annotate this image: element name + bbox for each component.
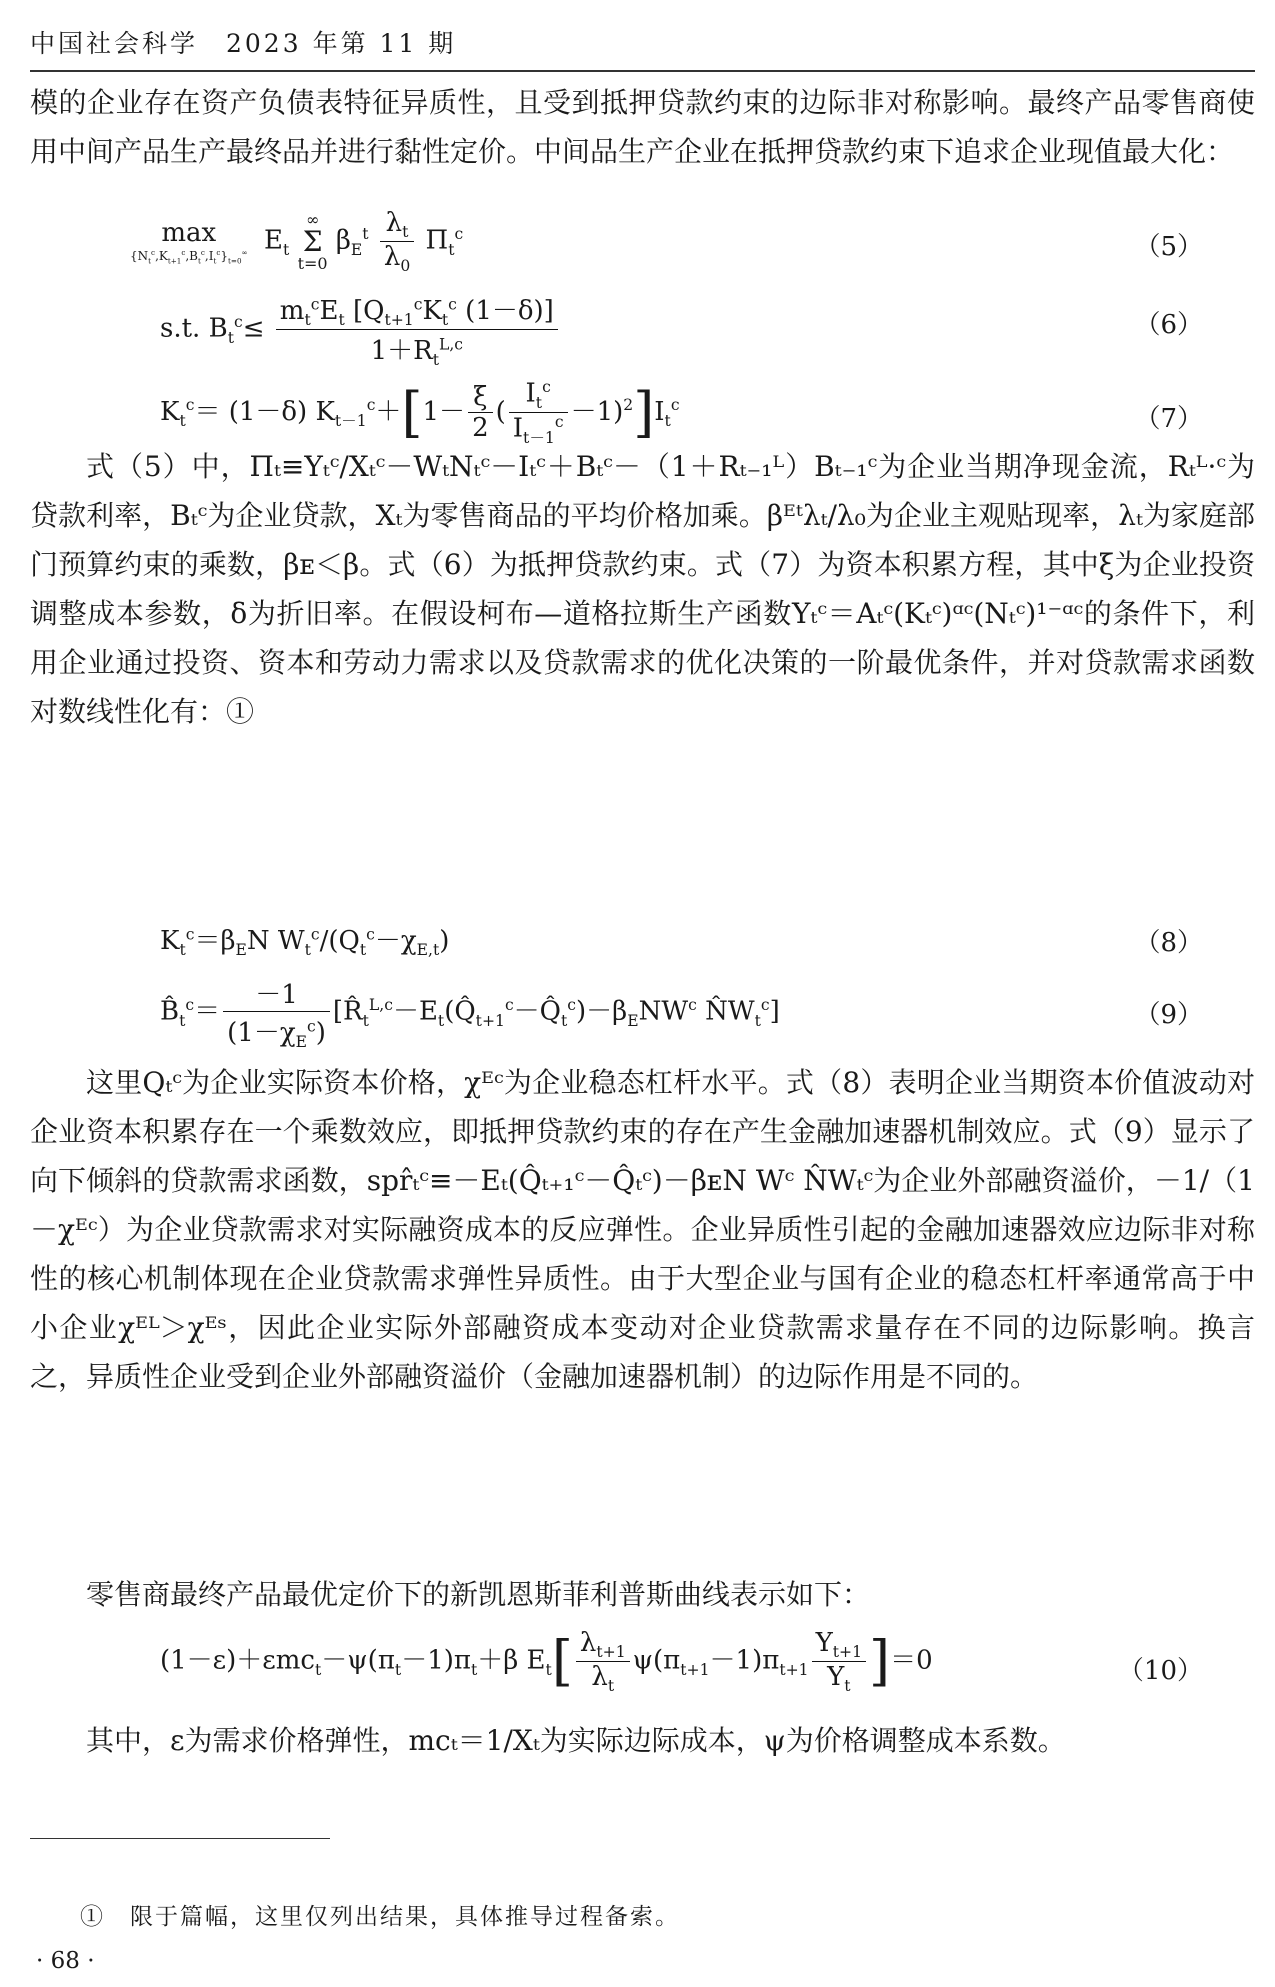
- footnote: ① 限于篇幅，这里仅列出结果，具体推导过程备索。: [80, 1904, 680, 1930]
- equation-6: s.t. $B_t^c\le$ $\frac{m_t^cE_t [Q_{t+1}^cK_t^c (1-\delta)]}{1+R_t^{L,c}}$: [160, 290, 561, 369]
- equation-6-number: （6）: [1134, 310, 1203, 340]
- paragraph-4: 零售商最终产品最优定价下的新凯恩斯菲利普斯曲线表示如下：: [86, 1578, 871, 1611]
- header-divider: [30, 70, 1255, 72]
- paragraph-5: 其中，ε为需求价格弹性，mcₜ＝1/Xₜ为实际边际成本，ψ为价格调整成本系数。: [86, 1724, 1066, 1757]
- equation-9-number: （9）: [1134, 1000, 1203, 1030]
- paragraph-1: 模的企业存在资产负债表特征异质性，且受到抵押贷款约束的边际非对称影响。最终产品零售商使用中间产品生产最终品并进行黏性定价。中间品生产企业在抵押贷款约束下追求企业现值最大化：: [30, 86, 1255, 168]
- footnote-divider: [30, 1838, 330, 1839]
- equation-7: $K_t^c= (1-\delta)$ $K_{t-1}^c+[1-$ $\frac{\xi}{2}$ ( $\frac{I_t^c}{I_{t-1}^c}$ $-1)^2]I_t^c$: [160, 378, 680, 447]
- equation-10-number: （10）: [1117, 1656, 1203, 1686]
- equation-9: $B̂_t^c=$ $\frac{-1}{(1-\chi_E^c)}$ [$R̂_t^{L,c}-E_t(Q̂_{t+1}^c-Q̂_t^c)-\beta_ENW^c$ $N̂W_t^c$]: [160, 974, 780, 1051]
- equation-8: $K_t^c=\beta_EN$ $W_t^c/(Q_t^c-\chi_{E,t})$: [160, 925, 450, 960]
- page-number: · 68 ·: [36, 1948, 95, 1974]
- equation-7-number: （7）: [1134, 404, 1203, 434]
- running-header: 中国社会科学 2023 年第 11 期: [30, 29, 457, 58]
- equation-8-number: （8）: [1134, 928, 1203, 958]
- equation-5: max $\{N_t^c,K_{t+1}^c,B_t^c,I_t^c\}_{t=0}^\infty$ $E_t$ ∞ Σ t=0 $\beta_E^t$ $\frac{\lambda_t}{\lambda_0}$ $\Pi_t^c$: [130, 208, 464, 276]
- paragraph-2: 式（5）中，Πₜ≡Yₜᶜ/Xₜᶜ－WₜNₜᶜ－Iₜᶜ＋Bₜᶜ－（1＋Rₜ₋₁ᴸ）Bₜ₋₁ᶜ为企业当期净现金流，Rₜᴸ·ᶜ为贷款利率，Bₜᶜ为企业贷款，Xₜ为零售商品的平均价格加乘。βᴱᵗλₜ/λ₀为企业主观贴现率，λₜ为家庭部门预算约束的乘数，βᴇ＜β。式（6）为抵押贷款约束。式（7）为资本积累方程，其中ξ为企业投资调整成本参数，δ为折旧率。在假设柯布—道格拉斯生产函数Yₜᶜ＝Aₜᶜ(Kₜᶜ)ᵅᶜ(Nₜᶜ)¹⁻ᵅᶜ的条件下，利用企业通过投资、资本和劳动力需求以及贷款需求的优化决策的一阶最优条件，并对贷款需求函数对数线性化有：①: [30, 450, 1255, 728]
- equation-10: $(1-\varepsilon)+\varepsilon mc_t-\psi(\pi_t-1)\pi_t+\beta$ $E_t$[ $\frac{\lambda_{t+1}}{\lambda_t}$ $\psi(\pi_{t+1}-1)\pi_{t+1}$ $\frac{Y_{t+1}}{Y_t}$ ]＝0: [160, 1628, 933, 1696]
- equation-5-number: （5）: [1134, 232, 1203, 262]
- paragraph-3: 这里Qₜᶜ为企业实际资本价格，χᴱᶜ为企业稳态杠杆水平。式（8）表明企业当期资本价值波动对企业资本积累存在一个乘数效应，即抵押贷款约束的存在产生金融加速器机制效应。式（9）显示了向下倾斜的贷款需求函数，spr̂ₜᶜ≡－Eₜ(Q̂ₜ₊₁ᶜ－Q̂ₜᶜ)－βᴇN Wᶜ N̂Wₜᶜ为企业外部融资溢价，－1/（1－χᴱᶜ）为企业贷款需求对实际融资成本的反应弹性。企业异质性引起的金融加速器效应边际非对称性的核心机制体现在企业贷款需求弹性异质性。由于大型企业与国有企业的稳态杠杆率通常高于中小企业χᴱᴸ＞χᴱˢ，因此企业实际外部融资成本变动对企业贷款需求量存在不同的边际影响。换言之，异质性企业受到企业外部融资溢价（金融加速器机制）的边际作用是不同的。: [30, 1066, 1255, 1393]
